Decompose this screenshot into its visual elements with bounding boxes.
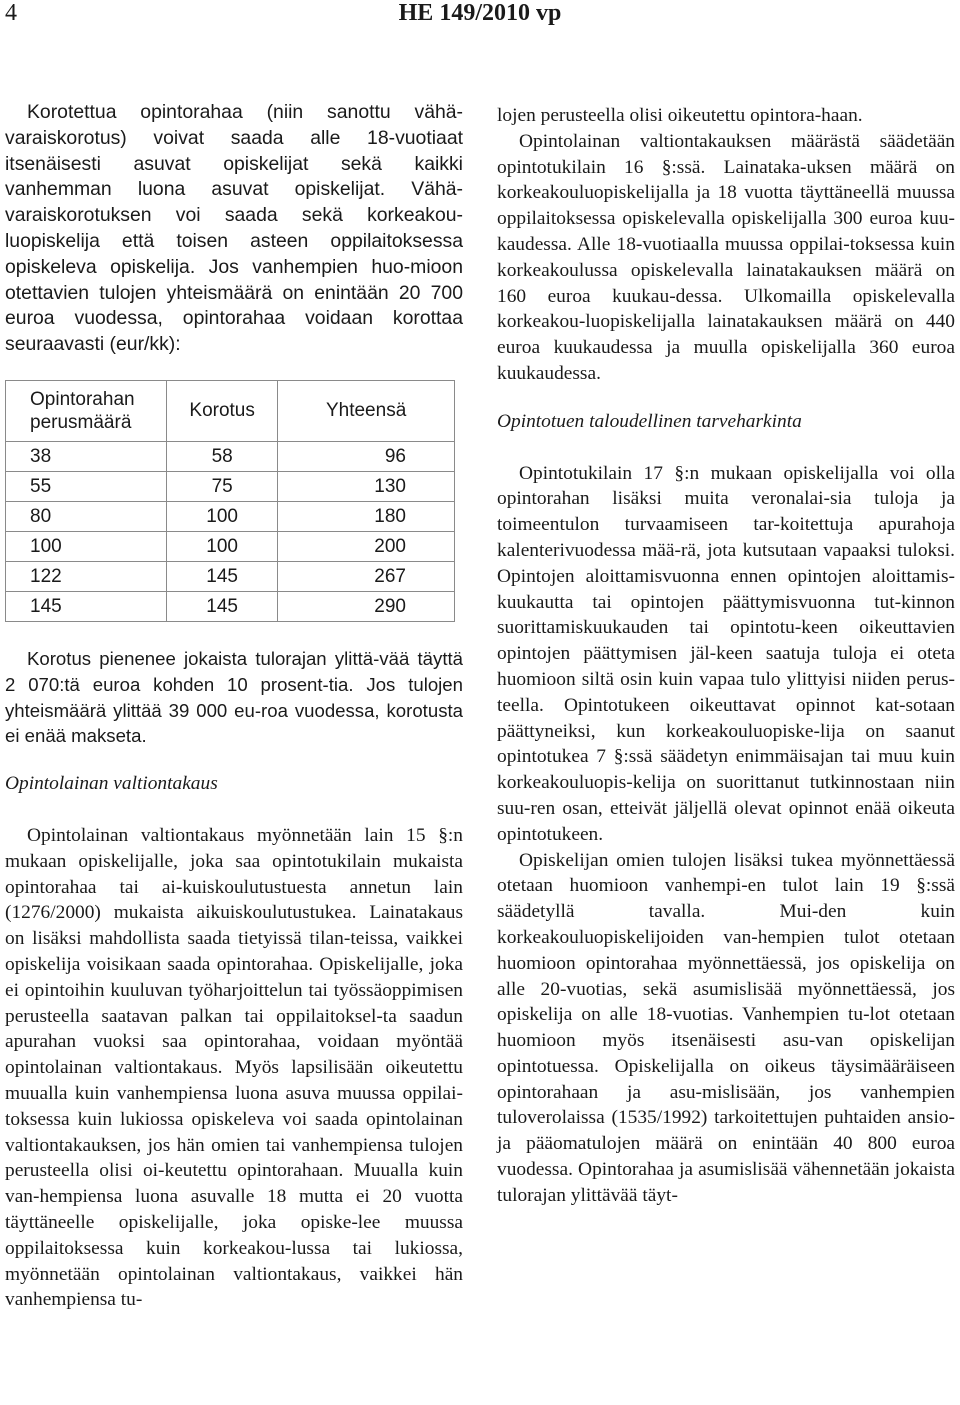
section-heading-loan-guarantee: Opintolainan valtiontakaus	[5, 773, 218, 795]
page-number: 4	[5, 0, 17, 26]
table-cell: 290	[278, 591, 455, 621]
table-cell: 100	[6, 531, 167, 561]
table-cell: 80	[6, 501, 167, 531]
table-cell: 122	[6, 561, 167, 591]
table-cell: 180	[278, 501, 455, 531]
parental-income-paragraph: Opiskelijan omien tulojen lisäksi tukea myönnettäessä otetaan huomioon vanhempi-en tulot lain 19 §:ssä säädetyllä tavalla. Mui-den kuin korkeakouluopiskelijoiden van-hempien tulot otetaan huomioon opintorahaa myönnettäessä, jos opiskelija on alle 20-vuotias, sekä asumislisää myönnettäessä, jos opiskelija on alle 18-vuotias. Vanhempien tu-lot otetaan huomioon myös itsenäisesti asu-van opiskelijan opintotuessa. Opiskelijalla on oikeus täysimääräiseen opintorahaan ja asu-mislisään, jos vanhempien tuloverolaissa (1535/1992) tarkoitettujen puhtaiden ansio-ja pääomatulojen määrä on enintään 40 800 euroa vuodessa. Opintorahaa ja asumislisää vähennetään jokaista tulorajan ylittävää täyt-	[497, 849, 955, 1206]
table-row	[6, 561, 455, 591]
table-cell: 96	[278, 441, 455, 471]
reduction-paragraph: Korotus pienenee jokaista tulorajan ylittä-vää täyttä 2 070:tä euroa kohden 10 prosent-tia. Jos tulojen yhteismäärä ylittää 39 000 eu-roa vuodessa, korotusta ei enää makseta.	[5, 647, 463, 747]
left-column	[5, 100, 463, 1313]
loan-guarantee-paragraph: Opintolainan valtiontakaus myönnetään lain 15 §:n mukaan opiskelijalle, joka saa opintotukilain mukaista opintorahaa tai ai-kuiskoulutustuesta annetun lain (1276/2000) mukaista aikuiskoulutustukea. Lainatakaus on lisäksi mahdollista saada tietyissä tilan-teissa, vaikkei opiskelija voisikaan saada opintorahaa. Opiskelijalle, joka ei opintoihin kuuluvan työharjoittelun tai työssäoppimisen perusteella saatavan palkan tai oppilaitoksel-ta saadun apurahan vuoksi saa opintorahaa, voidaan myöntää opintolainan valtiontakaus. Myös lapsilisään oikeutettu muualla kuin vanhempiensa luona asuva muussa oppilai-toksessa kuin lukiossa opiskeleva voi saada opintolainan valtiontakauksen, jos hän omien tai vanhempiensa tulojen perusteella olisi oi-keutettu opintorahaan. Muualla kuin van-hempiensa luona asuvalle 18 mutta ei 20 vuotta täyttäneelle opiskelijalle, joka opiske-lee muussa oppilaitoksessa kuin korkeakou-lussa tai lukiossa, myönnetään opintolainan valtiontakaus, vaikkei hän vanhempiensa tu-	[5, 824, 463, 1311]
table-row	[6, 441, 455, 471]
table-cell: 100	[167, 501, 278, 531]
table-row	[6, 501, 455, 531]
table-cell: 145	[6, 591, 167, 621]
intro-paragraph-b: Jos vanhempien huo-mioon otettavien tulojen yhteismäärä on enintään 20 700 euroa vuodessa, opintorahaa voidaan korottaa seuraavasti (eur/kk):	[5, 255, 463, 356]
right-column	[497, 103, 955, 1209]
table-header-total: Yhteensä	[278, 380, 455, 441]
loan-amount-paragraph: Opintolainan valtiontakauksen määrästä säädetään opintotukilain 16 §:ssä. Lainataka-uksen määrä on korkeakouluopiskelijalla ja 18 vuotta täyttäneellä muussa oppilaitoksessa opiskelevalla opiskelijalla 300 euroa kuu-kaudessa. Alle 18-vuotiaalla muussa oppilai-toksessa kuin korkeakoulussa opiskelevalla lainatakauksen määrä on 160 euroa kuukau-dessa. Ulkomailla opiskelevalla korkeakou-luopiskelijalla lainatakauksen määrä on 440 euroa kuukaudessa ja muulla opiskelijalla 360 euroa kuukaudessa.	[497, 130, 955, 384]
table-row	[6, 531, 455, 561]
table-header-base: Opintorahan perusmäärä	[6, 380, 167, 441]
table-header-increase: Korotus	[167, 380, 278, 441]
intro-paragraph-a: Korotettua opintorahaa (niin sanottu vähä-varaiskorotus) voivat saada alle 18-vuotiaat itsenäisesti asuvat opiskelijat sekä kaikki vanhemman luona asuvat opiskelijat. Vähä-varaiskorotuksen voi saada sekä korkeakou-luopiskelija että toisen asteen oppilaitoksessa opiskeleva opiskelija.	[5, 101, 463, 278]
intro-paragraph	[5, 100, 463, 358]
table-cell: 145	[167, 591, 278, 621]
table-header-row	[6, 380, 455, 441]
table-cell: 267	[278, 561, 455, 591]
page-header	[0, 0, 960, 30]
increase-table	[5, 380, 455, 622]
continuation-paragraph: lojen perusteella olisi oikeutettu opintora-haan.	[497, 105, 863, 126]
table-cell: 100	[167, 531, 278, 561]
table-cell: 200	[278, 531, 455, 561]
table-cell: 38	[6, 441, 167, 471]
document-id: HE 149/2010 vp	[398, 0, 562, 26]
section-heading-needs-test: Opintotuen taloudellinen tarveharkinta	[497, 410, 802, 432]
table-cell: 75	[167, 471, 278, 501]
table-cell: 130	[278, 471, 455, 501]
table-cell: 145	[167, 561, 278, 591]
table-cell: 55	[6, 471, 167, 501]
table-row	[6, 471, 455, 501]
table-cell: 58	[167, 441, 278, 471]
table-row	[6, 591, 455, 621]
free-income-paragraph: Opintotukilain 17 §:n mukaan opiskelijalla voi olla opintorahan lisäksi muita veronalai-sia tuloja ja toimeentulon turvaamiseen tar-koitettuja apurahoja kalenterivuodessa mää-rä, jota kutsutaan vapaaksi tuloksi. Opintojen aloittamisvuonna ennen opintojen aloittamis-kuukautta tai opintojen päättymisvuonna tut-kinnon suorittamiskuukauden tai opintotu-keen oikeuttavien opintojen päättymisen jäl-keen saatuja tuloja ei oteta huomioon siltä osin kuin vapaa tulo ylittyisi niiden perus-teella. Opintotukeen oikeuttavat opinnot kat-sotaan päättyneiksi, kun korkeakouluopiske-lija on saanut opintotukea 7 §:ssä säädetyn enimmäisajan tai muu kuin korkeakouluopis-kelija on suorittanut tutkinnostaan niin suu-ren osan, etteivät jäljellä olevat opinnot enää oikeuta opintotukeen.	[497, 462, 955, 845]
